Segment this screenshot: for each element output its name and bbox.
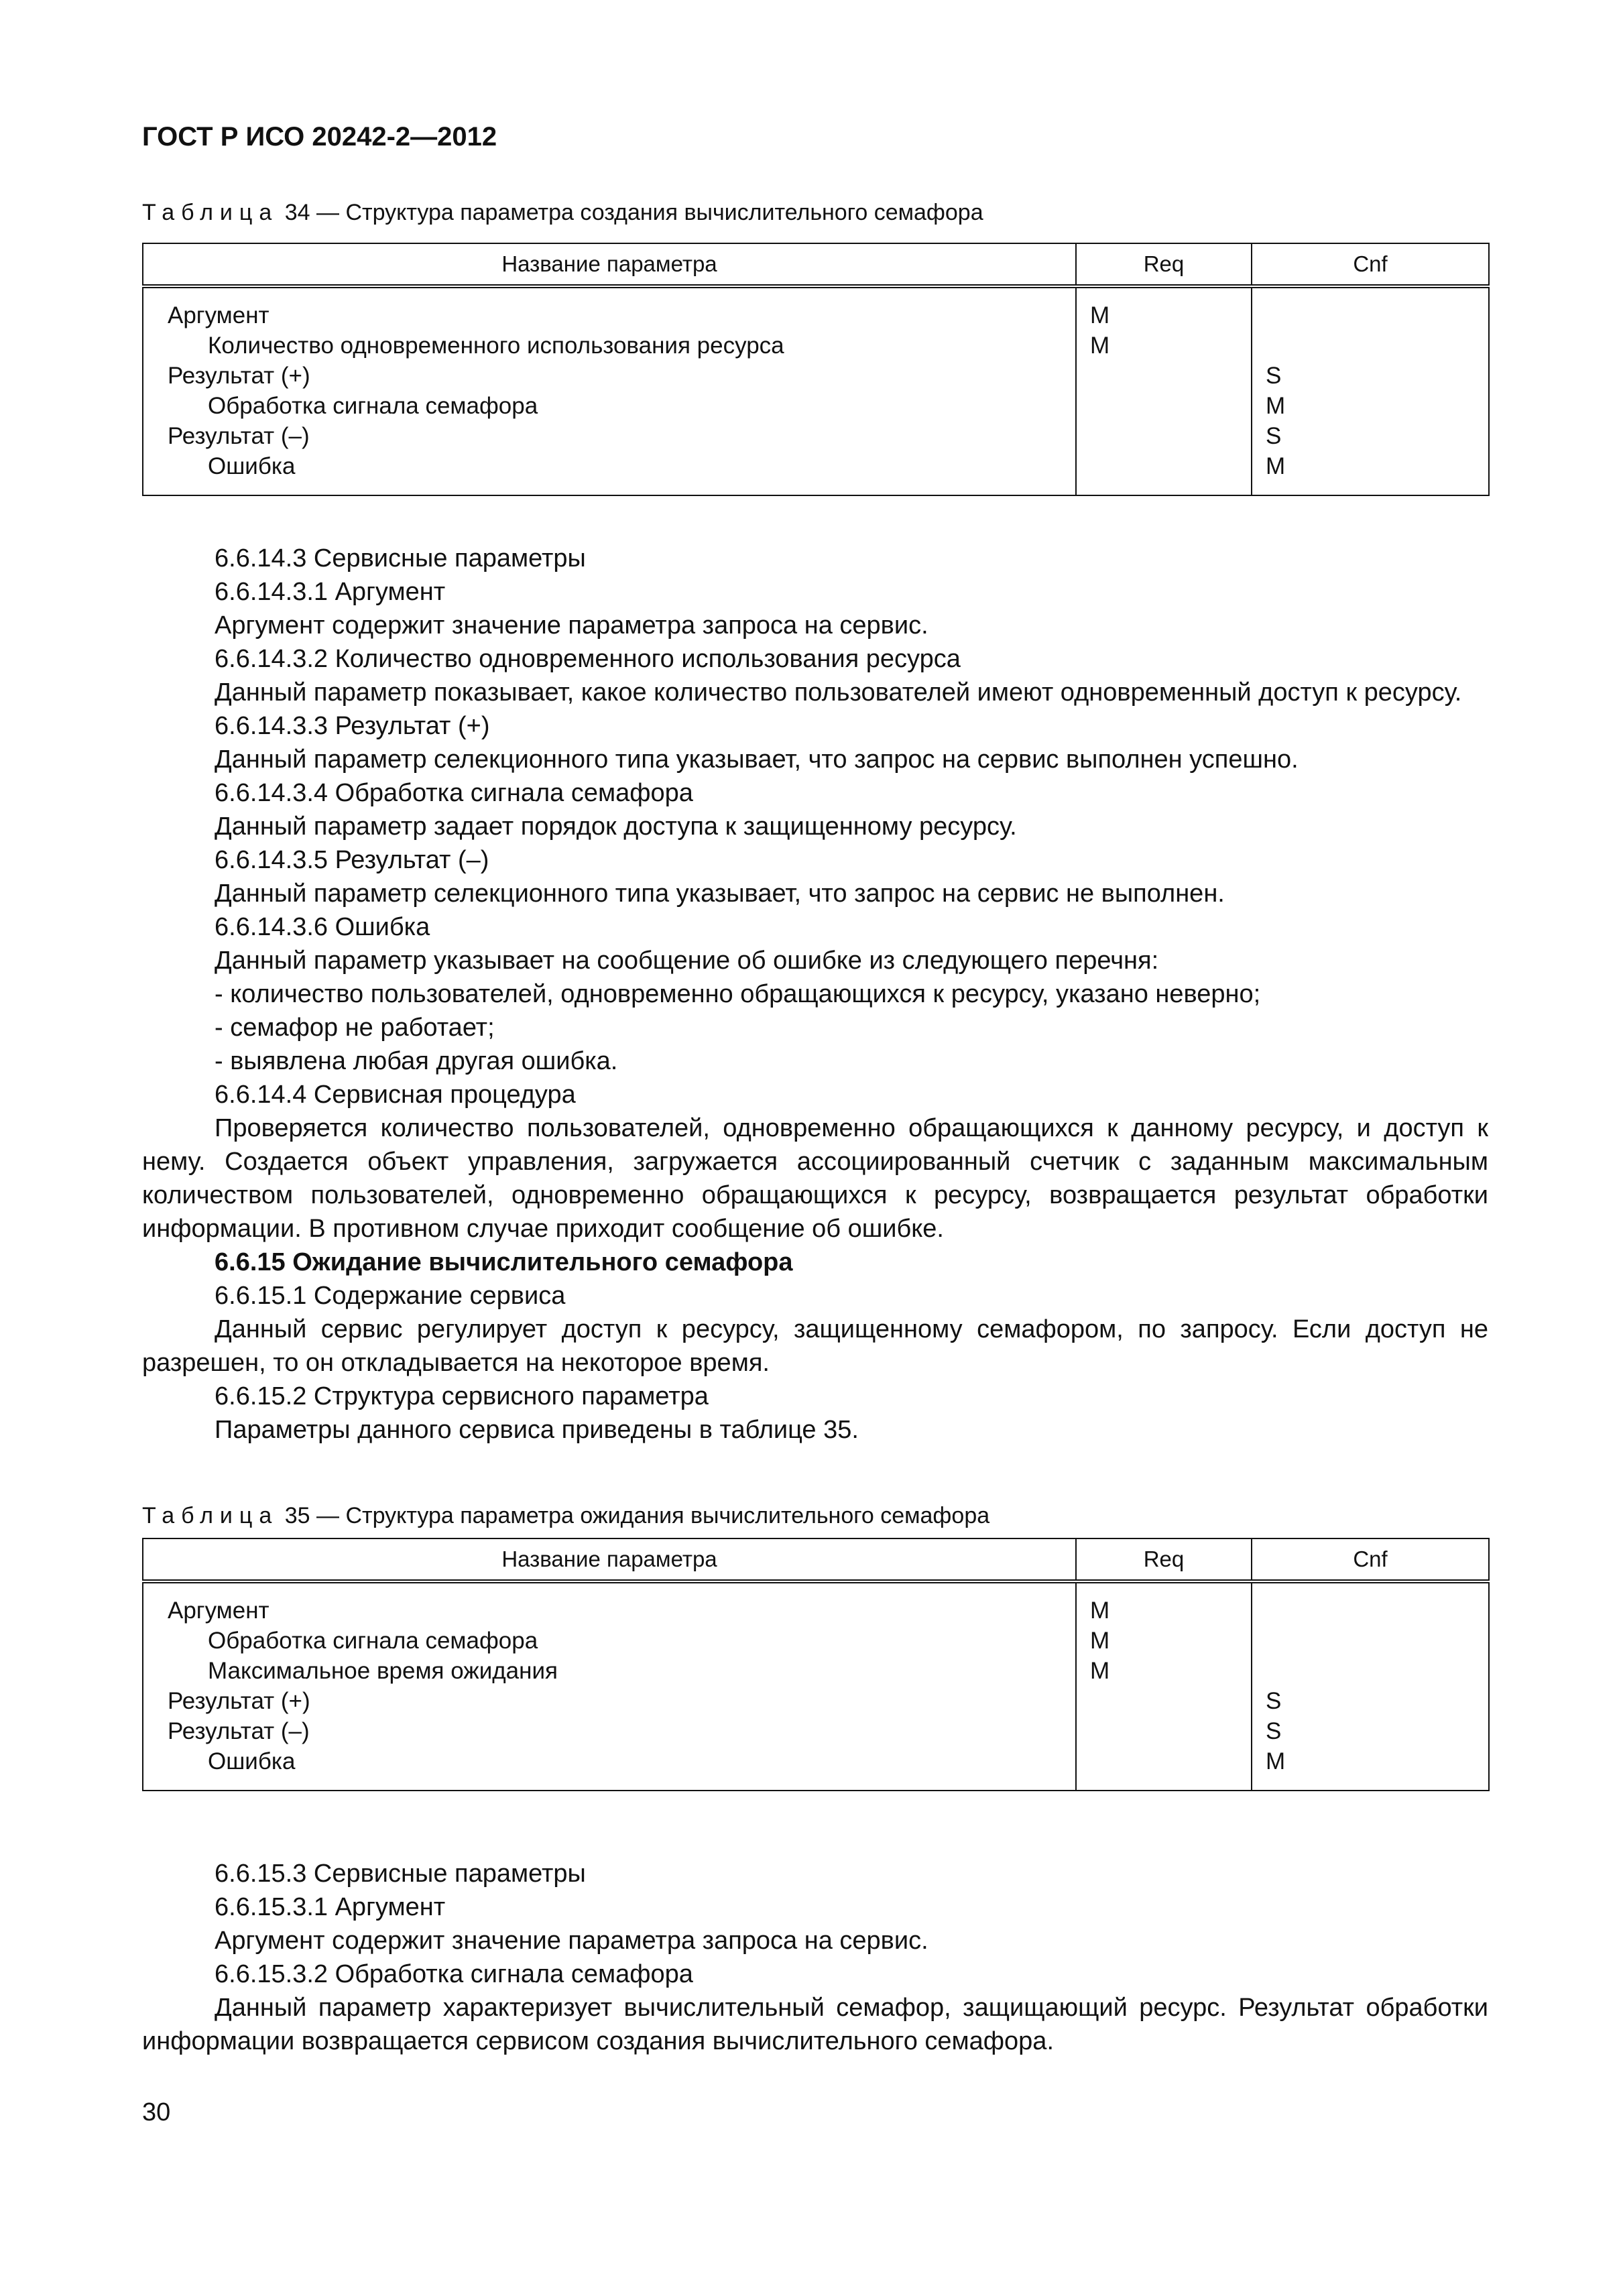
- table-row: [143, 286, 1489, 330]
- param-req: M: [1076, 286, 1252, 330]
- subsection-title: 6.6.15.3.1 Аргумент: [215, 1893, 446, 1921]
- column-header-req: Req: [1076, 1538, 1252, 1581]
- subsection-title: 6.6.14.3.6 Ошибка: [215, 913, 430, 941]
- table-row: [143, 421, 1489, 451]
- paragraph: Данный параметр указывает на сообщение об ошибке из следующего перечня:: [215, 947, 1159, 975]
- param-req: M: [1076, 1581, 1252, 1626]
- table-34-caption: [142, 200, 983, 226]
- param-cnf: M: [1252, 391, 1489, 421]
- param-req: [1076, 1686, 1252, 1716]
- table-row: [143, 361, 1489, 391]
- param-req: [1076, 361, 1252, 391]
- param-req: [1076, 391, 1252, 421]
- table-34-caption-prefix: Таблица: [142, 200, 279, 225]
- param-cnf: M: [1252, 451, 1489, 495]
- section-heading: 6.6.15 Ожидание вычислительного семафора: [215, 1248, 793, 1276]
- subsection-title: 6.6.14.4 Сервисная процедура: [215, 1081, 576, 1109]
- table-35-caption: [142, 1503, 989, 1529]
- document-code-header: ГОСТ Р ИСО 20242-2—2012: [142, 122, 497, 152]
- param-name: Максимальное время ожидания: [143, 1656, 1076, 1686]
- param-req: [1076, 451, 1252, 495]
- param-name: Результат (+): [143, 1686, 1076, 1716]
- column-header-cnf: Cnf: [1252, 243, 1489, 286]
- table-35: [142, 1538, 1490, 1791]
- subsection-title: 6.6.14.3.3 Результат (+): [215, 712, 490, 740]
- column-header-req: Req: [1076, 243, 1252, 286]
- subsection-title: 6.6.15.3.2 Обработка сигнала семафора: [215, 1960, 693, 1988]
- list-item: - выявлена любая другая ошибка.: [215, 1047, 618, 1075]
- list-item: - семафор не работает;: [215, 1014, 495, 1042]
- subsection-title: 6.6.14.3.4 Обработка сигнала семафора: [215, 779, 693, 807]
- table-row: [143, 1626, 1489, 1656]
- param-cnf: [1252, 286, 1489, 330]
- paragraph: Проверяется количество пользователей, одновременно обращающихся к данному ресурсу, и доступ к нему. Создается объект управления, загружается ассоциированный счетчик с заданным максимальным количеством пользователей, одновременно обращающихся к ресурсу, возвращается результат обработки информации. В противном случае приходит сообщение об ошибке.: [142, 1114, 1488, 1243]
- table-row: [143, 1686, 1489, 1716]
- paragraph: Данный параметр селекционного типа указывает, что запрос на сервис выполнен успешно.: [215, 745, 1299, 774]
- param-name: Аргумент: [143, 286, 1076, 330]
- param-name: Обработка сигнала семафора: [143, 1626, 1076, 1656]
- param-cnf: S: [1252, 421, 1489, 451]
- param-cnf: [1252, 1626, 1489, 1656]
- column-header-name: Название параметра: [143, 1538, 1076, 1581]
- param-cnf: S: [1252, 1686, 1489, 1716]
- param-cnf: [1252, 1581, 1489, 1626]
- table-35-caption-prefix: Таблица: [142, 1503, 279, 1528]
- paragraph: Данный параметр показывает, какое количество пользователей имеют одновременный доступ к ресурсу.: [215, 678, 1462, 707]
- param-cnf: S: [1252, 1716, 1489, 1746]
- table-row: [143, 451, 1489, 495]
- param-cnf: S: [1252, 361, 1489, 391]
- param-name: Аргумент: [143, 1581, 1076, 1626]
- param-req: [1076, 421, 1252, 451]
- table-34: [142, 243, 1490, 496]
- param-name: Ошибка: [143, 1746, 1076, 1791]
- table-header-row: [143, 243, 1489, 286]
- table-row: [143, 1581, 1489, 1626]
- paragraph: Аргумент содержит значение параметра запроса на сервис.: [215, 1927, 928, 1955]
- param-name: Результат (–): [143, 1716, 1076, 1746]
- paragraph: Данный параметр селекционного типа указывает, что запрос на сервис не выполнен.: [215, 880, 1225, 908]
- paragraph: Параметры данного сервиса приведены в таблице 35.: [215, 1416, 859, 1444]
- paragraph: Данный параметр характеризует вычислительный семафор, защищающий ресурс. Результат обработки информации возвращается сервисом создания вычислительного семафора.: [142, 1994, 1488, 2055]
- table-34-caption-title: 34 — Структура параметра создания вычислительного семафора: [278, 200, 983, 225]
- table-row: [143, 330, 1489, 361]
- paragraph: Данный параметр задает порядок доступа к защищенному ресурсу.: [215, 812, 1017, 841]
- subsection-title: 6.6.14.3.1 Аргумент: [215, 578, 446, 606]
- subsection-title: 6.6.14.3.5 Результат (–): [215, 846, 489, 874]
- param-name: Результат (–): [143, 421, 1076, 451]
- param-cnf: [1252, 1656, 1489, 1686]
- paragraph: Данный сервис регулирует доступ к ресурсу, защищенному семафором, по запросу. Если доступ не разрешен, то он откладывается на некоторое время.: [142, 1315, 1488, 1377]
- paragraph: Аргумент содержит значение параметра запроса на сервис.: [215, 611, 928, 640]
- subsection-title: 6.6.14.3.2 Количество одновременного использования ресурса: [215, 645, 961, 673]
- subsection-title: 6.6.15.3 Сервисные параметры: [215, 1860, 586, 1888]
- column-header-cnf: Cnf: [1252, 1538, 1489, 1581]
- param-cnf: M: [1252, 1746, 1489, 1791]
- page-number: 30: [142, 2098, 171, 2126]
- column-header-name: Название параметра: [143, 243, 1076, 286]
- table-row: [143, 1716, 1489, 1746]
- param-req: [1076, 1746, 1252, 1791]
- table-header-row: [143, 1538, 1489, 1581]
- subsection-title: 6.6.15.2 Структура сервисного параметра: [215, 1382, 709, 1410]
- list-item: - количество пользователей, одновременно обращающихся к ресурсу, указано неверно;: [215, 980, 1261, 1008]
- param-name: Количество одновременного использования ресурса: [143, 330, 1076, 361]
- body-section-2: [142, 1857, 1488, 2058]
- param-name: Обработка сигнала семафора: [143, 391, 1076, 421]
- subsection-title: 6.6.15.1 Содержание сервиса: [215, 1282, 566, 1310]
- param-req: [1076, 1716, 1252, 1746]
- table-35-caption-title: 35 — Структура параметра ожидания вычислительного семафора: [278, 1503, 990, 1528]
- param-name: Ошибка: [143, 451, 1076, 495]
- body-section-1: [142, 542, 1488, 1447]
- table-row: [143, 1746, 1489, 1791]
- param-req: M: [1076, 1626, 1252, 1656]
- table-row: [143, 391, 1489, 421]
- param-name: Результат (+): [143, 361, 1076, 391]
- param-cnf: [1252, 330, 1489, 361]
- subsection-title: 6.6.14.3 Сервисные параметры: [215, 544, 586, 572]
- table-row: [143, 1656, 1489, 1686]
- param-req: M: [1076, 330, 1252, 361]
- param-req: M: [1076, 1656, 1252, 1686]
